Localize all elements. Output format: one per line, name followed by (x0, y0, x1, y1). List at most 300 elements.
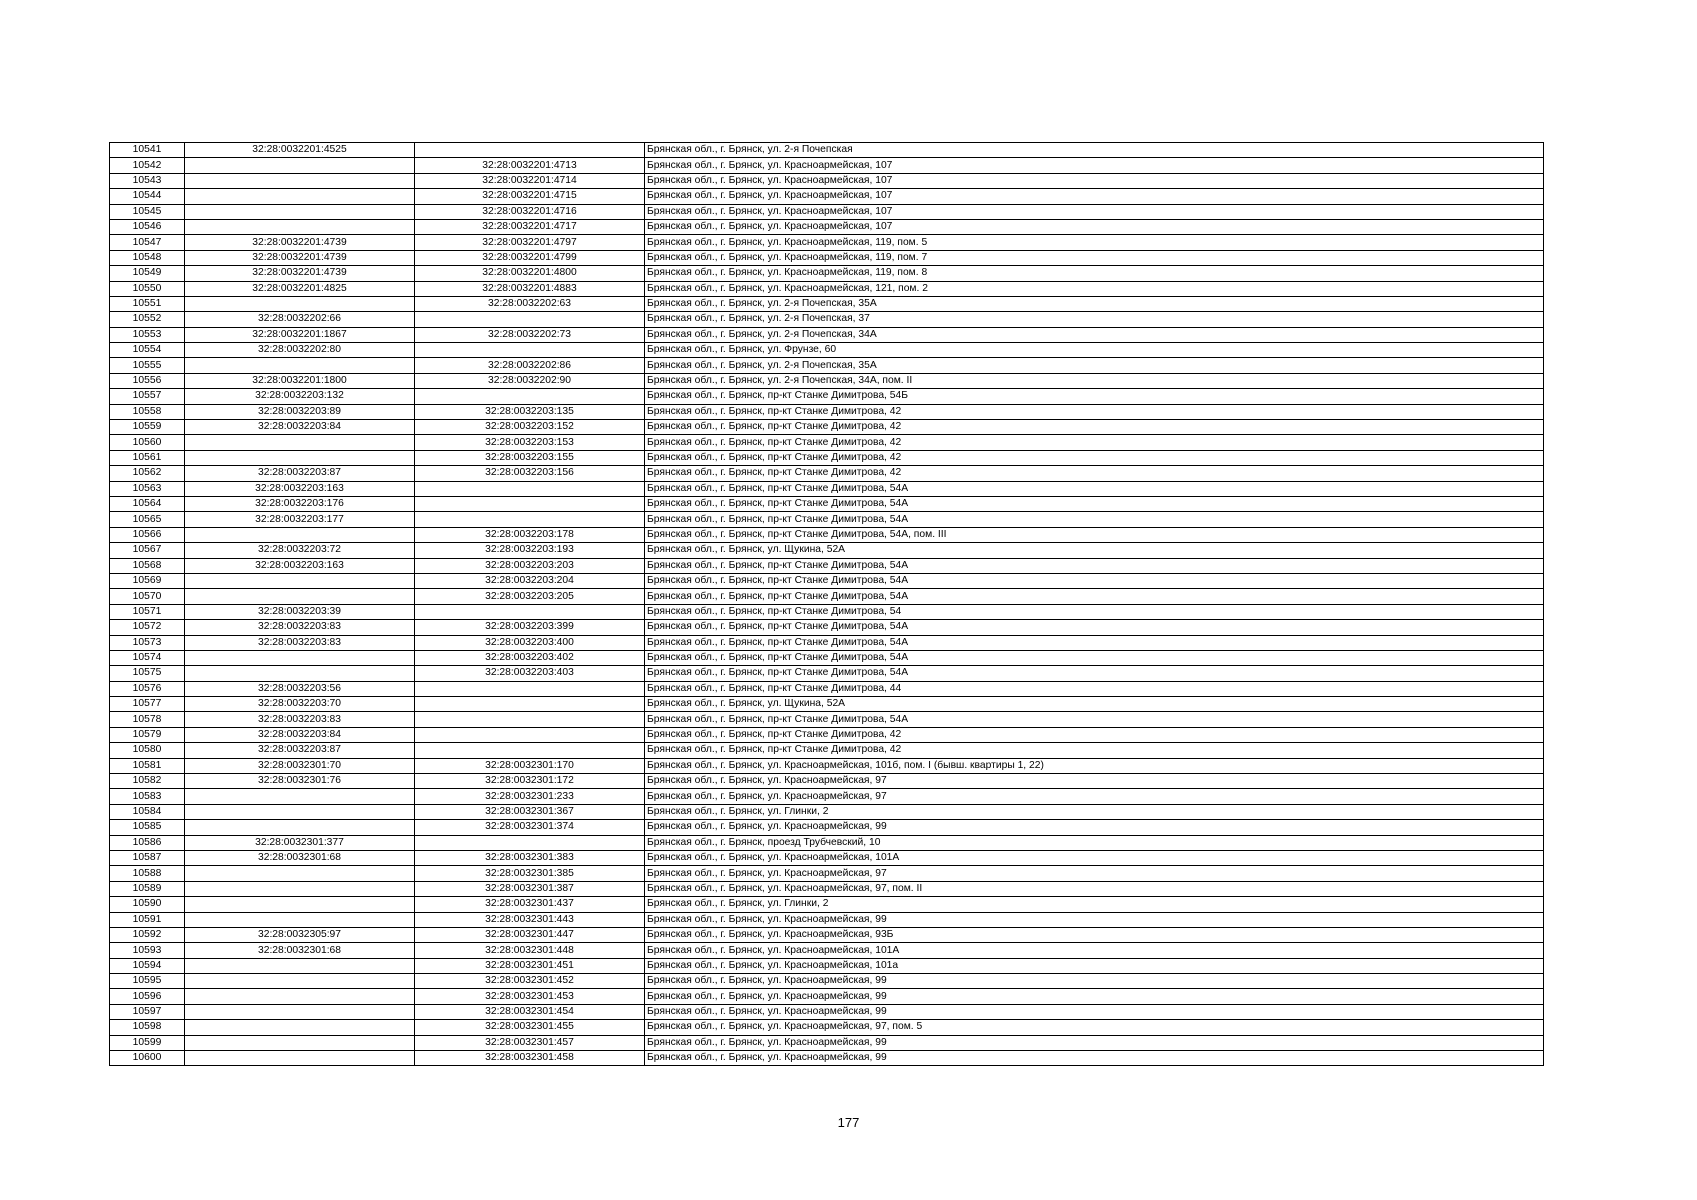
address-cell: Брянская обл., г. Брянск, ул. Красноармейская, 97 (645, 866, 1544, 881)
address-cell: Брянская обл., г. Брянск, ул. Фрунзе, 60 (645, 343, 1544, 358)
table-row (110, 312, 1544, 327)
row-number-cell: 10559 (110, 420, 185, 435)
table-row (110, 543, 1544, 558)
table-row (110, 1020, 1544, 1035)
table-row (110, 604, 1544, 619)
object-cadastral-number-cell (415, 481, 645, 496)
row-number-cell: 10565 (110, 512, 185, 527)
address-cell: Брянская обл., г. Брянск, ул. Глинки, 2 (645, 897, 1544, 912)
land-cadastral-number-cell: 32:28:0032201:4739 (185, 266, 415, 281)
address-cell: Брянская обл., г. Брянск, пр-кт Станке Димитрова, 54А (645, 650, 1544, 665)
table-row (110, 666, 1544, 681)
object-cadastral-number-cell: 32:28:0032201:4717 (415, 219, 645, 234)
object-cadastral-number-cell: 32:28:0032201:4797 (415, 235, 645, 250)
table-row (110, 281, 1544, 296)
object-cadastral-number-cell: 32:28:0032203:135 (415, 404, 645, 419)
row-number-cell: 10578 (110, 712, 185, 727)
land-cadastral-number-cell: 32:28:0032203:87 (185, 743, 415, 758)
address-cell: Брянская обл., г. Брянск, пр-кт Станке Димитрова, 54А (645, 635, 1544, 650)
row-number-cell: 10593 (110, 943, 185, 958)
land-cadastral-number-cell: 32:28:0032203:72 (185, 543, 415, 558)
object-cadastral-number-cell: 32:28:0032301:453 (415, 989, 645, 1004)
land-cadastral-number-cell: 32:28:0032301:70 (185, 758, 415, 773)
row-number-cell: 10546 (110, 219, 185, 234)
land-cadastral-number-cell (185, 989, 415, 1004)
address-cell: Брянская обл., г. Брянск, ул. 2-я Почепская, 34А (645, 327, 1544, 342)
row-number-cell: 10582 (110, 774, 185, 789)
land-cadastral-number-cell (185, 666, 415, 681)
row-number-cell: 10574 (110, 650, 185, 665)
table-row (110, 1051, 1544, 1066)
land-cadastral-number-cell (185, 958, 415, 973)
row-number-cell: 10584 (110, 804, 185, 819)
land-cadastral-number-cell (185, 358, 415, 373)
land-cadastral-number-cell (185, 158, 415, 173)
address-cell: Брянская обл., г. Брянск, ул. Красноармейская, 99 (645, 974, 1544, 989)
table-row (110, 204, 1544, 219)
address-cell: Брянская обл., г. Брянск, ул. 2-я Почепская, 35А (645, 358, 1544, 373)
object-cadastral-number-cell: 32:28:0032203:155 (415, 450, 645, 465)
table-row (110, 697, 1544, 712)
land-cadastral-number-cell (185, 296, 415, 311)
row-number-cell: 10586 (110, 835, 185, 850)
row-number-cell: 10568 (110, 558, 185, 573)
land-cadastral-number-cell: 32:28:0032203:83 (185, 712, 415, 727)
land-cadastral-number-cell (185, 881, 415, 896)
object-cadastral-number-cell (415, 312, 645, 327)
land-cadastral-number-cell: 32:28:0032201:4825 (185, 281, 415, 296)
object-cadastral-number-cell: 32:28:0032202:86 (415, 358, 645, 373)
land-cadastral-number-cell (185, 204, 415, 219)
row-number-cell: 10567 (110, 543, 185, 558)
table-row (110, 1004, 1544, 1019)
address-cell: Брянская обл., г. Брянск, ул. Красноармейская, 101б, пом. I (бывш. квартиры 1, 22) (645, 758, 1544, 773)
address-cell: Брянская обл., г. Брянск, ул. Глинки, 2 (645, 804, 1544, 819)
address-cell: Брянская обл., г. Брянск, ул. Красноармейская, 99 (645, 820, 1544, 835)
table-row (110, 989, 1544, 1004)
land-cadastral-number-cell: 32:28:0032203:84 (185, 420, 415, 435)
table-row (110, 758, 1544, 773)
table-row (110, 1035, 1544, 1050)
row-number-cell: 10591 (110, 912, 185, 927)
address-cell: Брянская обл., г. Брянск, ул. Красноармейская, 97 (645, 774, 1544, 789)
object-cadastral-number-cell: 32:28:0032203:153 (415, 435, 645, 450)
address-cell: Брянская обл., г. Брянск, пр-кт Станке Димитрова, 54А (645, 666, 1544, 681)
row-number-cell: 10570 (110, 589, 185, 604)
land-cadastral-number-cell: 32:28:0032203:56 (185, 681, 415, 696)
row-number-cell: 10563 (110, 481, 185, 496)
row-number-cell: 10600 (110, 1051, 185, 1066)
row-number-cell: 10579 (110, 727, 185, 742)
address-cell: Брянская обл., г. Брянск, ул. Красноармейская, 119, пом. 7 (645, 250, 1544, 265)
property-registry-table (109, 142, 1544, 1066)
land-cadastral-number-cell (185, 1035, 415, 1050)
land-cadastral-number-cell: 32:28:0032201:4739 (185, 250, 415, 265)
object-cadastral-number-cell: 32:28:0032301:172 (415, 774, 645, 789)
object-cadastral-number-cell: 32:28:0032203:399 (415, 620, 645, 635)
object-cadastral-number-cell: 32:28:0032201:4716 (415, 204, 645, 219)
land-cadastral-number-cell (185, 1004, 415, 1019)
address-cell: Брянская обл., г. Брянск, пр-кт Станке Димитрова, 42 (645, 743, 1544, 758)
table-row (110, 620, 1544, 635)
row-number-cell: 10569 (110, 573, 185, 588)
row-number-cell: 10551 (110, 296, 185, 311)
row-number-cell: 10560 (110, 435, 185, 450)
land-cadastral-number-cell: 32:28:0032305:97 (185, 927, 415, 942)
row-number-cell: 10554 (110, 343, 185, 358)
land-cadastral-number-cell: 32:28:0032203:87 (185, 466, 415, 481)
land-cadastral-number-cell: 32:28:0032203:176 (185, 496, 415, 511)
object-cadastral-number-cell: 32:28:0032203:403 (415, 666, 645, 681)
address-cell: Брянская обл., г. Брянск, ул. Красноармейская, 107 (645, 158, 1544, 173)
row-number-cell: 10580 (110, 743, 185, 758)
object-cadastral-number-cell: 32:28:0032201:4713 (415, 158, 645, 173)
land-cadastral-number-cell: 32:28:0032203:83 (185, 635, 415, 650)
table-row (110, 927, 1544, 942)
land-cadastral-number-cell: 32:28:0032201:1800 (185, 373, 415, 388)
row-number-cell: 10596 (110, 989, 185, 1004)
address-cell: Брянская обл., г. Брянск, ул. Красноармейская, 119, пом. 8 (645, 266, 1544, 281)
address-cell: Брянская обл., г. Брянск, пр-кт Станке Димитрова, 42 (645, 727, 1544, 742)
row-number-cell: 10599 (110, 1035, 185, 1050)
table-row (110, 850, 1544, 865)
object-cadastral-number-cell: 32:28:0032301:437 (415, 897, 645, 912)
table-row (110, 373, 1544, 388)
row-number-cell: 10557 (110, 389, 185, 404)
row-number-cell: 10561 (110, 450, 185, 465)
row-number-cell: 10553 (110, 327, 185, 342)
land-cadastral-number-cell: 32:28:0032203:163 (185, 481, 415, 496)
land-cadastral-number-cell (185, 527, 415, 542)
land-cadastral-number-cell: 32:28:0032202:80 (185, 343, 415, 358)
row-number-cell: 10543 (110, 173, 185, 188)
row-number-cell: 10572 (110, 620, 185, 635)
row-number-cell: 10581 (110, 758, 185, 773)
row-number-cell: 10592 (110, 927, 185, 942)
row-number-cell: 10590 (110, 897, 185, 912)
object-cadastral-number-cell: 32:28:0032301:451 (415, 958, 645, 973)
row-number-cell: 10547 (110, 235, 185, 250)
object-cadastral-number-cell: 32:28:0032301:367 (415, 804, 645, 819)
table-row (110, 173, 1544, 188)
row-number-cell: 10548 (110, 250, 185, 265)
row-number-cell: 10558 (110, 404, 185, 419)
address-cell: Брянская обл., г. Брянск, пр-кт Станке Димитрова, 54Б (645, 389, 1544, 404)
row-number-cell: 10544 (110, 189, 185, 204)
land-cadastral-number-cell: 32:28:0032203:177 (185, 512, 415, 527)
object-cadastral-number-cell: 32:28:0032301:383 (415, 850, 645, 865)
land-cadastral-number-cell (185, 974, 415, 989)
table-row (110, 235, 1544, 250)
table-row (110, 527, 1544, 542)
table-row (110, 912, 1544, 927)
table-row (110, 573, 1544, 588)
table-row (110, 450, 1544, 465)
object-cadastral-number-cell: 32:28:0032201:4715 (415, 189, 645, 204)
table-row (110, 466, 1544, 481)
object-cadastral-number-cell (415, 743, 645, 758)
table-row (110, 743, 1544, 758)
row-number-cell: 10576 (110, 681, 185, 696)
row-number-cell: 10585 (110, 820, 185, 835)
row-number-cell: 10541 (110, 143, 185, 158)
address-cell: Брянская обл., г. Брянск, ул. Красноармейская, 121, пом. 2 (645, 281, 1544, 296)
object-cadastral-number-cell: 32:28:0032201:4883 (415, 281, 645, 296)
land-cadastral-number-cell (185, 897, 415, 912)
address-cell: Брянская обл., г. Брянск, ул. Красноармейская, 99 (645, 1035, 1544, 1050)
object-cadastral-number-cell: 32:28:0032203:205 (415, 589, 645, 604)
land-cadastral-number-cell (185, 573, 415, 588)
land-cadastral-number-cell: 32:28:0032202:66 (185, 312, 415, 327)
row-number-cell: 10571 (110, 604, 185, 619)
table-row (110, 481, 1544, 496)
land-cadastral-number-cell (185, 189, 415, 204)
object-cadastral-number-cell: 32:28:0032201:4714 (415, 173, 645, 188)
land-cadastral-number-cell: 32:28:0032301:377 (185, 835, 415, 850)
object-cadastral-number-cell: 32:28:0032202:90 (415, 373, 645, 388)
land-cadastral-number-cell (185, 435, 415, 450)
land-cadastral-number-cell: 32:28:0032203:84 (185, 727, 415, 742)
address-cell: Брянская обл., г. Брянск, проезд Трубчевский, 10 (645, 835, 1544, 850)
address-cell: Брянская обл., г. Брянск, ул. Красноармейская, 97 (645, 789, 1544, 804)
land-cadastral-number-cell: 32:28:0032203:132 (185, 389, 415, 404)
land-cadastral-number-cell (185, 219, 415, 234)
address-cell: Брянская обл., г. Брянск, ул. Красноармейская, 119, пом. 5 (645, 235, 1544, 250)
table-row (110, 774, 1544, 789)
address-cell: Брянская обл., г. Брянск, пр-кт Станке Димитрова, 54А (645, 589, 1544, 604)
table-row (110, 866, 1544, 881)
table-row (110, 343, 1544, 358)
land-cadastral-number-cell: 32:28:0032203:70 (185, 697, 415, 712)
address-cell: Брянская обл., г. Брянск, ул. Красноармейская, 107 (645, 189, 1544, 204)
row-number-cell: 10597 (110, 1004, 185, 1019)
land-cadastral-number-cell: 32:28:0032203:163 (185, 558, 415, 573)
address-cell: Брянская обл., г. Брянск, пр-кт Станке Димитрова, 42 (645, 420, 1544, 435)
address-cell: Брянская обл., г. Брянск, ул. 2-я Почепская, 37 (645, 312, 1544, 327)
table-row (110, 804, 1544, 819)
table-row (110, 143, 1544, 158)
table-row (110, 589, 1544, 604)
address-cell: Брянская обл., г. Брянск, пр-кт Станке Димитрова, 44 (645, 681, 1544, 696)
address-cell: Брянская обл., г. Брянск, ул. Красноармейская, 101А (645, 943, 1544, 958)
table-row (110, 266, 1544, 281)
land-cadastral-number-cell: 32:28:0032203:89 (185, 404, 415, 419)
land-cadastral-number-cell (185, 1051, 415, 1066)
page-number: 177 (837, 1115, 860, 1130)
address-cell: Брянская обл., г. Брянск, пр-кт Станке Димитрова, 42 (645, 466, 1544, 481)
object-cadastral-number-cell: 32:28:0032203:203 (415, 558, 645, 573)
table-row (110, 296, 1544, 311)
row-number-cell: 10566 (110, 527, 185, 542)
address-cell: Брянская обл., г. Брянск, пр-кт Станке Димитрова, 54А (645, 712, 1544, 727)
land-cadastral-number-cell: 32:28:0032201:4739 (185, 235, 415, 250)
object-cadastral-number-cell: 32:28:0032301:443 (415, 912, 645, 927)
row-number-cell: 10594 (110, 958, 185, 973)
object-cadastral-number-cell (415, 712, 645, 727)
address-cell: Брянская обл., г. Брянск, пр-кт Станке Димитрова, 54 (645, 604, 1544, 619)
address-cell: Брянская обл., г. Брянск, ул. Красноармейская, 101А (645, 850, 1544, 865)
object-cadastral-number-cell: 32:28:0032301:170 (415, 758, 645, 773)
address-cell: Брянская обл., г. Брянск, пр-кт Станке Димитрова, 54А (645, 481, 1544, 496)
row-number-cell: 10550 (110, 281, 185, 296)
address-cell: Брянская обл., г. Брянск, пр-кт Станке Димитрова, 42 (645, 404, 1544, 419)
land-cadastral-number-cell: 32:28:0032201:1867 (185, 327, 415, 342)
row-number-cell: 10587 (110, 850, 185, 865)
table-row (110, 681, 1544, 696)
row-number-cell: 10598 (110, 1020, 185, 1035)
address-cell: Брянская обл., г. Брянск, пр-кт Станке Димитрова, 54А, пом. III (645, 527, 1544, 542)
table-row (110, 897, 1544, 912)
object-cadastral-number-cell (415, 512, 645, 527)
land-cadastral-number-cell: 32:28:0032201:4525 (185, 143, 415, 158)
object-cadastral-number-cell: 32:28:0032202:63 (415, 296, 645, 311)
object-cadastral-number-cell (415, 835, 645, 850)
row-number-cell: 10595 (110, 974, 185, 989)
table-row (110, 219, 1544, 234)
row-number-cell: 10564 (110, 496, 185, 511)
table-row (110, 358, 1544, 373)
table-row (110, 158, 1544, 173)
object-cadastral-number-cell: 32:28:0032203:204 (415, 573, 645, 588)
address-cell: Брянская обл., г. Брянск, ул. Красноармейская, 107 (645, 219, 1544, 234)
object-cadastral-number-cell: 32:28:0032301:452 (415, 974, 645, 989)
land-cadastral-number-cell: 32:28:0032203:83 (185, 620, 415, 635)
row-number-cell: 10577 (110, 697, 185, 712)
table-row (110, 635, 1544, 650)
object-cadastral-number-cell: 32:28:0032203:156 (415, 466, 645, 481)
object-cadastral-number-cell (415, 604, 645, 619)
object-cadastral-number-cell (415, 681, 645, 696)
table-row (110, 250, 1544, 265)
object-cadastral-number-cell: 32:28:0032301:458 (415, 1051, 645, 1066)
row-number-cell: 10588 (110, 866, 185, 881)
table-row (110, 820, 1544, 835)
row-number-cell: 10552 (110, 312, 185, 327)
address-cell: Брянская обл., г. Брянск, пр-кт Станке Димитрова, 54А (645, 512, 1544, 527)
table-row (110, 496, 1544, 511)
table-row (110, 558, 1544, 573)
address-cell: Брянская обл., г. Брянск, ул. 2-я Почепская, 34А, пом. II (645, 373, 1544, 388)
object-cadastral-number-cell (415, 143, 645, 158)
object-cadastral-number-cell: 32:28:0032301:387 (415, 881, 645, 896)
address-cell: Брянская обл., г. Брянск, пр-кт Станке Димитрова, 54А (645, 573, 1544, 588)
address-cell: Брянская обл., г. Брянск, ул. Щукина, 52А (645, 543, 1544, 558)
table-row (110, 974, 1544, 989)
land-cadastral-number-cell (185, 912, 415, 927)
land-cadastral-number-cell: 32:28:0032301:76 (185, 774, 415, 789)
address-cell: Брянская обл., г. Брянск, ул. Красноармейская, 99 (645, 912, 1544, 927)
object-cadastral-number-cell: 32:28:0032301:233 (415, 789, 645, 804)
table-row (110, 650, 1544, 665)
row-number-cell: 10589 (110, 881, 185, 896)
object-cadastral-number-cell: 32:28:0032201:4799 (415, 250, 645, 265)
row-number-cell: 10562 (110, 466, 185, 481)
land-cadastral-number-cell (185, 173, 415, 188)
address-cell: Брянская обл., г. Брянск, ул. Красноармейская, 107 (645, 173, 1544, 188)
table-row (110, 835, 1544, 850)
object-cadastral-number-cell: 32:28:0032301:448 (415, 943, 645, 958)
table-row (110, 404, 1544, 419)
property-registry-body (110, 143, 1544, 1066)
address-cell: Брянская обл., г. Брянск, ул. Красноармейская, 97, пом. II (645, 881, 1544, 896)
table-row (110, 512, 1544, 527)
table-row (110, 712, 1544, 727)
address-cell: Брянская обл., г. Брянск, ул. Красноармейская, 97, пом. 5 (645, 1020, 1544, 1035)
table-row (110, 389, 1544, 404)
land-cadastral-number-cell (185, 789, 415, 804)
address-cell: Брянская обл., г. Брянск, ул. Красноармейская, 99 (645, 1051, 1544, 1066)
land-cadastral-number-cell: 32:28:0032203:39 (185, 604, 415, 619)
object-cadastral-number-cell: 32:28:0032203:400 (415, 635, 645, 650)
object-cadastral-number-cell: 32:28:0032301:385 (415, 866, 645, 881)
table-row (110, 327, 1544, 342)
table-row (110, 727, 1544, 742)
row-number-cell: 10549 (110, 266, 185, 281)
table-row (110, 943, 1544, 958)
address-cell: Брянская обл., г. Брянск, ул. 2-я Почепская, 35А (645, 296, 1544, 311)
row-number-cell: 10555 (110, 358, 185, 373)
address-cell: Брянская обл., г. Брянск, ул. Щукина, 52А (645, 697, 1544, 712)
table-row (110, 189, 1544, 204)
address-cell: Брянская обл., г. Брянск, пр-кт Станке Димитрова, 54А (645, 496, 1544, 511)
table-row (110, 789, 1544, 804)
address-cell: Брянская обл., г. Брянск, пр-кт Станке Димитрова, 54А (645, 558, 1544, 573)
object-cadastral-number-cell (415, 727, 645, 742)
table-row (110, 420, 1544, 435)
object-cadastral-number-cell: 32:28:0032301:454 (415, 1004, 645, 1019)
land-cadastral-number-cell (185, 1020, 415, 1035)
object-cadastral-number-cell: 32:28:0032301:447 (415, 927, 645, 942)
table-row (110, 881, 1544, 896)
address-cell: Брянская обл., г. Брянск, ул. Красноармейская, 93Б (645, 927, 1544, 942)
land-cadastral-number-cell (185, 650, 415, 665)
row-number-cell: 10542 (110, 158, 185, 173)
address-cell: Брянская обл., г. Брянск, пр-кт Станке Димитрова, 42 (645, 435, 1544, 450)
land-cadastral-number-cell: 32:28:0032301:68 (185, 850, 415, 865)
object-cadastral-number-cell: 32:28:0032202:73 (415, 327, 645, 342)
object-cadastral-number-cell (415, 496, 645, 511)
table-row (110, 958, 1544, 973)
row-number-cell: 10583 (110, 789, 185, 804)
object-cadastral-number-cell: 32:28:0032203:402 (415, 650, 645, 665)
object-cadastral-number-cell (415, 697, 645, 712)
land-cadastral-number-cell (185, 804, 415, 819)
row-number-cell: 10545 (110, 204, 185, 219)
object-cadastral-number-cell: 32:28:0032203:178 (415, 527, 645, 542)
address-cell: Брянская обл., г. Брянск, пр-кт Станке Димитрова, 42 (645, 450, 1544, 465)
object-cadastral-number-cell: 32:28:0032301:374 (415, 820, 645, 835)
table-row (110, 435, 1544, 450)
object-cadastral-number-cell: 32:28:0032203:152 (415, 420, 645, 435)
object-cadastral-number-cell: 32:28:0032201:4800 (415, 266, 645, 281)
row-number-cell: 10575 (110, 666, 185, 681)
land-cadastral-number-cell (185, 866, 415, 881)
object-cadastral-number-cell: 32:28:0032203:193 (415, 543, 645, 558)
address-cell: Брянская обл., г. Брянск, ул. Красноармейская, 99 (645, 989, 1544, 1004)
object-cadastral-number-cell (415, 389, 645, 404)
address-cell: Брянская обл., г. Брянск, ул. Красноармейская, 107 (645, 204, 1544, 219)
address-cell: Брянская обл., г. Брянск, ул. 2-я Почепская (645, 143, 1544, 158)
object-cadastral-number-cell: 32:28:0032301:455 (415, 1020, 645, 1035)
object-cadastral-number-cell: 32:28:0032301:457 (415, 1035, 645, 1050)
address-cell: Брянская обл., г. Брянск, ул. Красноармейская, 99 (645, 1004, 1544, 1019)
land-cadastral-number-cell: 32:28:0032301:68 (185, 943, 415, 958)
object-cadastral-number-cell (415, 343, 645, 358)
land-cadastral-number-cell (185, 450, 415, 465)
land-cadastral-number-cell (185, 820, 415, 835)
row-number-cell: 10573 (110, 635, 185, 650)
land-cadastral-number-cell (185, 589, 415, 604)
